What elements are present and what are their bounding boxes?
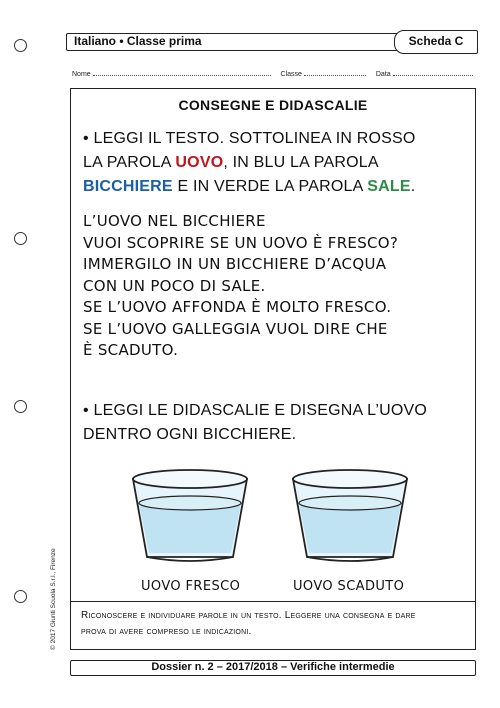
story-text (83, 211, 398, 362)
binder-hole-4 (14, 590, 27, 603)
instruction-2 (83, 399, 427, 447)
section-title: CONSEGNE E DIDASCALIE (178, 97, 368, 113)
water-surface (139, 496, 241, 510)
instruction-1-line-1: LEGGI IL TESTO. SOTTOLINEA IN ROSSO (93, 130, 416, 147)
water-surface (299, 496, 401, 510)
footnote-line-2: prova di avere compreso le indicazioni. (81, 626, 252, 637)
data-field[interactable] (393, 68, 473, 76)
bullet: • (83, 402, 89, 419)
glass-right[interactable] (285, 465, 415, 565)
story-line: SE L’UOVO AFFONDA È MOLTO FRESCO. (83, 298, 392, 316)
caption-fresh-egg: UOVO FRESCO (141, 579, 241, 594)
instruction-1 (83, 127, 416, 199)
story-line: SE L’UOVO GALLEGGIA VUOL DIRE CHE (83, 319, 388, 338)
story-line: VUOI SCOPRIRE SE UN UOVO È FRESCO? (83, 233, 399, 252)
classe-field[interactable] (304, 68, 366, 76)
glass-rim (293, 470, 407, 488)
worksheet-box (70, 88, 476, 650)
story-line: È SCADUTO. (83, 341, 179, 359)
header-title: Italiano • Classe prima (74, 34, 202, 48)
page-footer: Dossier n. 2 – 2017/2018 – Verifiche intermedie (70, 660, 476, 676)
bullet: • (83, 130, 89, 147)
page-header (66, 33, 476, 51)
story-line: CON UN POCO DI SALE. (83, 276, 266, 295)
instruction-1-line-3a: E IN VERDE LA PAROLA (172, 178, 368, 195)
word-bicchiere: BICCHIERE (83, 178, 173, 195)
copyright-notice: © 2017 Giunti Scuola S.r.l., Firenze (50, 548, 57, 650)
word-uovo: UOVO (175, 154, 224, 171)
story-title: L’UOVO NEL BICCHIERE (83, 212, 266, 230)
word-sale: SALE (367, 178, 411, 195)
classe-label: Classe (280, 71, 302, 78)
instruction-2-line-1: LEGGI LE DIDASCALIE E DISEGNA L’UOVO (93, 402, 428, 419)
learning-objective (71, 601, 475, 649)
binder-hole-2 (14, 232, 27, 245)
student-fields (72, 68, 478, 78)
caption-expired-egg: UOVO SCADUTO (293, 579, 405, 594)
scheda-label: Scheda C (394, 30, 478, 54)
glass-rim (133, 470, 247, 488)
data-label: Data (375, 71, 391, 78)
binder-hole-3 (14, 400, 27, 413)
binder-hole-1 (14, 39, 27, 52)
footnote-line-1: Riconoscere e individuare parole in un testo. Leggere una consegna e dare (81, 610, 416, 621)
instruction-1-line-2b: , IN BLU LA PAROLA (223, 154, 379, 171)
nome-label: Nome (72, 71, 91, 78)
nome-field[interactable] (93, 68, 271, 76)
instruction-1-line-3b: . (410, 178, 416, 195)
instruction-2-line-2: DENTRO OGNI BICCHIERE. (83, 426, 297, 443)
story-line: IMMERGILO IN UN BICCHIERE D’ACQUA (83, 255, 387, 273)
instruction-1-line-2a: LA PAROLA (83, 154, 176, 171)
glass-left[interactable] (125, 465, 255, 565)
